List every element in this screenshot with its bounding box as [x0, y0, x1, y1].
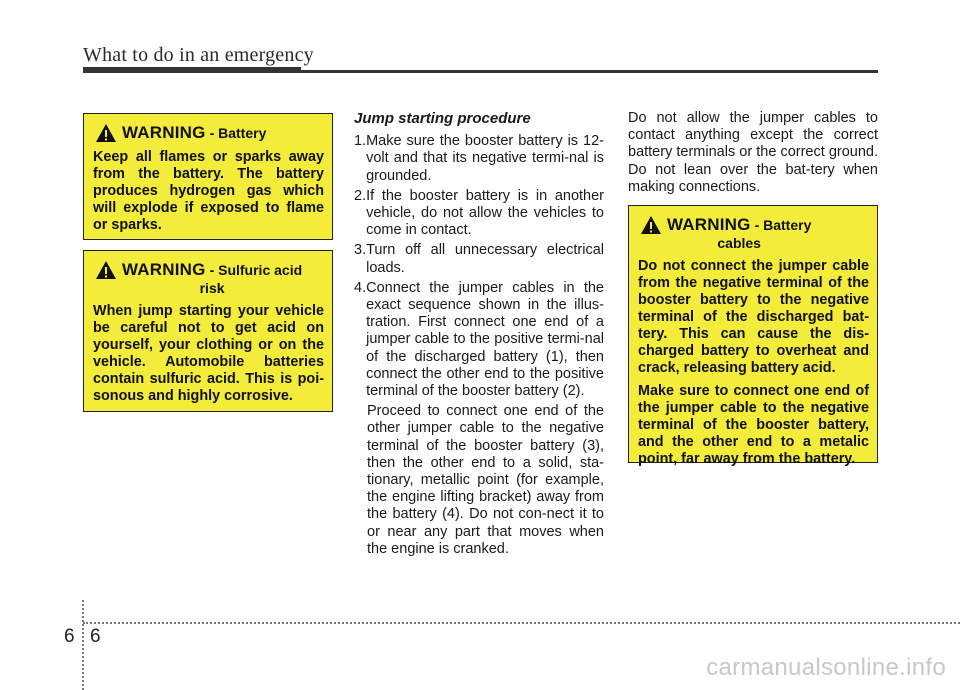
warning-box-battery [83, 113, 333, 240]
warning-topic: - Sulfuric acid [209, 262, 303, 278]
warning-header [638, 216, 869, 252]
warning-word: WARNING [667, 215, 751, 234]
warning-box-sulfuric-acid [83, 250, 333, 412]
warning-header [93, 261, 324, 297]
step-continuation: Proceed to connect one end of the other jumper cable to the negative terminal of the booster battery (3), then the other end to a solid, sta-tionary, metallic point (for example, the engine lifting bracket) away from the battery (4). Do not con-nect it to or near any part that moves when the engine is cranked. [367, 403, 604, 557]
warning-paragraph: Make sure to connect one end of the jumper cable to the negative terminal of the booster battery, and the other end to a metalic point, far away from the battery. [638, 383, 869, 467]
warning-triangle-icon [95, 260, 117, 280]
step-number: 4. [354, 279, 367, 296]
warning-topic: - Battery [209, 125, 267, 141]
procedure-step [354, 242, 604, 276]
step-number: 2. [354, 187, 367, 204]
warning-paragraph: When jump starting your vehicle be careful not to get acid on yourself, your clothing or on the vehicle. Automobile batteries contain sulfuric acid. This is poi-sonous and highly corrosive. [93, 303, 324, 404]
step-number: 1. [354, 133, 367, 150]
right-column-text: Do not allow the jumper cables to contact anything except the correct battery terminals or the correct ground. Do not lean over the bat-tery when making connections. [628, 110, 878, 195]
warning-body [93, 149, 324, 234]
step-text: Connect the jumper cables in the exact sequence shown in the illus-tration. First connect one end of a jumper cable to the positive termi-nal of the discharged battery (1), then connect the other end to the positive terminal of the booster battery (2). [366, 279, 604, 400]
step-text: If the booster battery is in another vehicle, do not allow the vehicles to come in contact. [366, 187, 604, 239]
watermark: carmanualsonline.info [706, 654, 946, 681]
warning-topic: - Battery [754, 217, 812, 233]
procedure-step [354, 133, 604, 185]
footer-rule [83, 622, 960, 624]
procedure-heading: Jump starting procedure [354, 110, 531, 127]
header-rule [83, 70, 878, 73]
warning-paragraph: Keep all flames or sparks away from the battery. The battery produces hydrogen gas which will explode if exposed to flame or sparks. [93, 149, 324, 233]
warning-word: WARNING [122, 123, 206, 142]
procedure-step [354, 280, 604, 400]
step-text: Make sure the booster battery is 12-volt and that its negative termi-nal is grounded. [366, 133, 604, 184]
warning-box-battery-cables [628, 205, 878, 467]
warning-topic-line2: cables [717, 235, 761, 251]
page-header-title: What to do in an emergency [83, 44, 314, 66]
warning-topic-line2: risk [199, 280, 225, 296]
page-number: 6 [90, 626, 101, 647]
procedure-step [354, 188, 604, 240]
warning-triangle-icon [640, 215, 662, 235]
step-number: 3. [354, 242, 367, 259]
warning-body [638, 258, 869, 468]
chapter-number: 6 [64, 626, 75, 647]
warning-word: WARNING [122, 260, 206, 279]
warning-header [93, 124, 324, 143]
warning-paragraph: Do not connect the jumper cable from the negative terminal of the booster battery to the negative terminal of the discharged bat-tery. This can cause the dis-charged battery to overheat and crack, releasing battery acid. [638, 258, 869, 376]
jump-start-procedure [354, 110, 604, 558]
warning-triangle-icon [95, 123, 117, 143]
footer-divider [82, 600, 84, 690]
step-text: Turn off all unnecessary electrical loads. [366, 242, 604, 276]
warning-body [93, 303, 324, 405]
